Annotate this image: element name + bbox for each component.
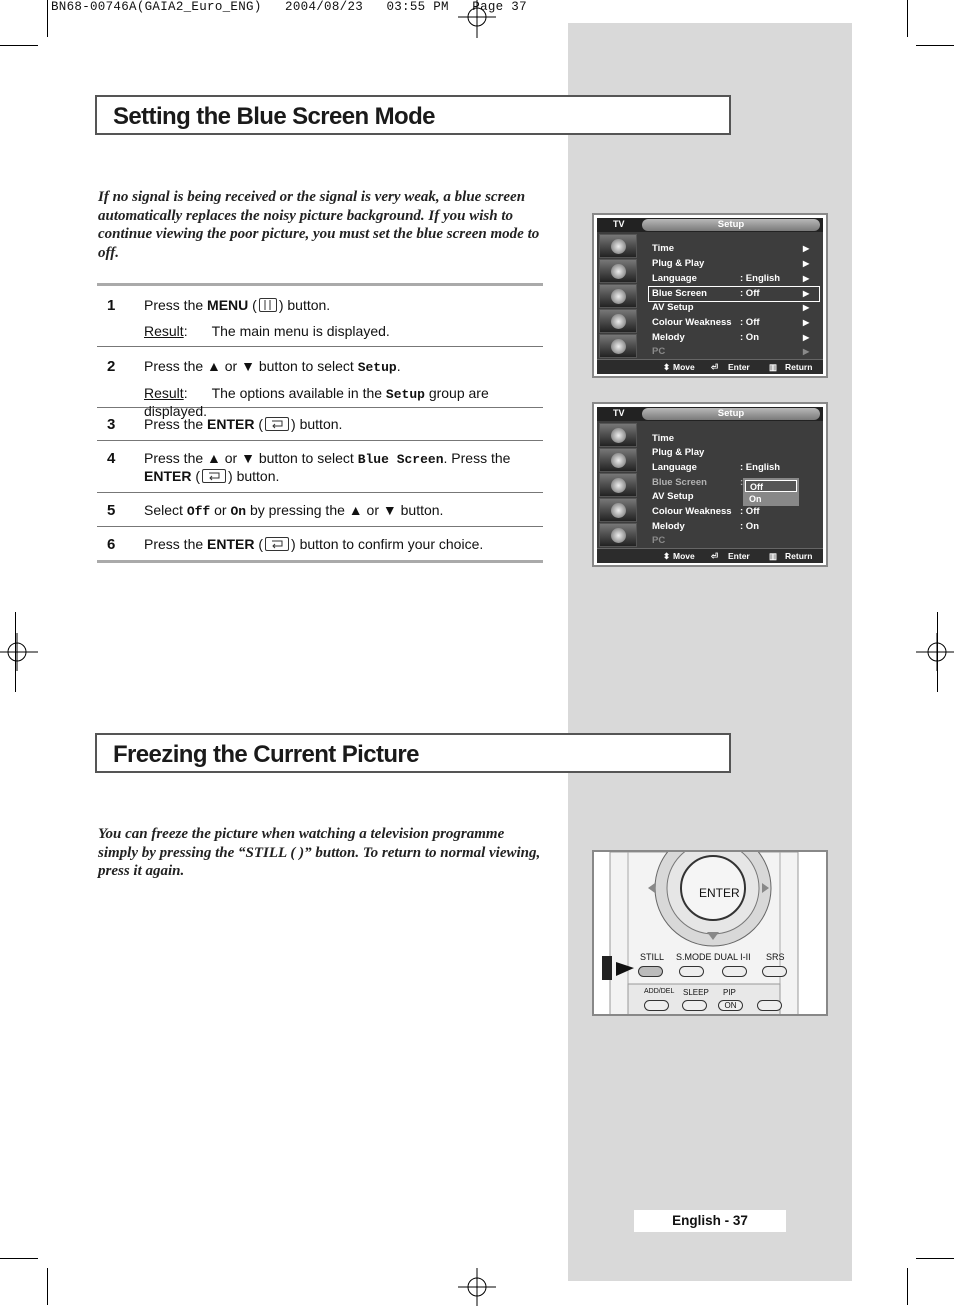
section-title-text: Freezing the Current Picture — [113, 741, 419, 768]
option-on: On — [749, 494, 762, 504]
enter-button-icon — [265, 417, 289, 431]
section-title-freeze — [95, 733, 731, 773]
remote-control-illustration — [592, 850, 828, 1016]
still-label: STILL — [640, 952, 665, 962]
s-mode-label: S.MODE — [676, 952, 712, 962]
step-result: Result: The main menu is displayed. — [144, 323, 390, 339]
enter-button-icon — [202, 469, 226, 483]
crop-mark — [907, 0, 908, 37]
s-mode-button[interactable] — [679, 966, 704, 977]
tv-menu-title: Setup — [717, 219, 745, 230]
menu-item-melody: Melody : On — [652, 521, 759, 532]
step-result: Result: The options available in the Setup group are displayed. — [144, 385, 489, 419]
registration-mark-icon — [0, 633, 38, 671]
page-number: English - 37 — [634, 1210, 786, 1232]
crop-mark — [937, 612, 938, 692]
picture-icon — [599, 234, 637, 258]
step-text: Press the MENU ( ) button. — [144, 297, 331, 313]
print-header: BN68-00746A(GAIA2_Euro_ENG) 2004/08/23 03:55 PM Page 37 — [51, 0, 527, 14]
option-off: Off — [745, 480, 797, 492]
input-icon — [599, 334, 637, 358]
step-text: Press the ▲ or ▼ button to select Blue Screen. Press the ENTER ( ) button. — [144, 450, 511, 484]
tv-label: TV — [613, 219, 625, 229]
still-2-button[interactable] — [757, 1000, 782, 1011]
remote-body-icon — [594, 852, 828, 1016]
step-text: Select Off or On by pressing the ▲ or ▼ button. — [144, 502, 444, 519]
tv-menu-icons — [599, 423, 639, 549]
enter-button-icon — [265, 537, 289, 551]
dual-label: DUAL I-II — [714, 952, 751, 962]
channel-icon — [599, 473, 637, 497]
sleep-button[interactable] — [682, 1000, 707, 1011]
srs-label: SRS — [766, 952, 785, 962]
sound-icon — [599, 259, 637, 283]
registration-mark-icon — [916, 633, 954, 671]
tv-menu-title: Setup — [717, 408, 745, 419]
step-number: 6 — [107, 536, 116, 553]
section-title-text: Setting the Blue Screen Mode — [113, 103, 435, 130]
step-6 — [97, 527, 543, 560]
crop-mark — [916, 1258, 954, 1259]
step-number: 1 — [107, 297, 116, 314]
menu-item-pc: PC — [652, 535, 666, 546]
enter-icon: ⏎ — [711, 551, 719, 561]
sleep-label: SLEEP — [683, 988, 709, 997]
menu-item-blue-screen: Blue Screen : Off ▶ — [649, 287, 819, 301]
still-button[interactable] — [638, 966, 663, 977]
crop-mark — [15, 612, 16, 692]
menu-item-time: Time — [652, 433, 675, 444]
input-icon — [599, 523, 637, 547]
move-icon: ⬍ — [663, 362, 671, 372]
step-text: Press the ENTER ( ) button. — [144, 416, 343, 432]
tv-menu-icons — [599, 234, 639, 360]
step-3 — [97, 408, 543, 441]
channel-icon — [599, 284, 637, 308]
crop-mark — [907, 1268, 908, 1305]
tv-menu-footer: ⬍ Move ⏎ Enter ▥ Return — [597, 359, 823, 374]
enter-icon: ⏎ — [711, 362, 719, 372]
tv-label: TV — [613, 408, 625, 418]
crop-mark — [47, 0, 48, 37]
add-del-button[interactable] — [644, 1000, 669, 1011]
setup-icon — [599, 498, 637, 522]
menu-item-colour-weakness: Colour Weakness : Off — [652, 506, 760, 517]
step-2 — [97, 347, 543, 419]
srs-button[interactable] — [762, 966, 787, 977]
tv-menu-screenshot-1 — [592, 213, 828, 378]
menu-item-plug-play: Plug & Play ▶ — [652, 258, 810, 269]
registration-mark-icon — [458, 1268, 496, 1306]
sound-icon — [599, 448, 637, 472]
menu-item-melody: Melody : On ▶ — [652, 332, 810, 343]
crop-mark — [916, 45, 954, 46]
menu-item-blue-screen: Blue Screen : — [652, 477, 744, 488]
menu-icon: ▥ — [769, 551, 778, 561]
menu-icon: ▥ — [769, 362, 778, 372]
step-1 — [97, 286, 543, 347]
section-title-blue-screen — [95, 95, 731, 135]
menu-button-icon — [259, 298, 277, 312]
pip-label: PIP — [723, 988, 736, 997]
menu-item-language: Language : English — [652, 462, 781, 473]
step-number: 4 — [107, 450, 116, 467]
enter-label: ENTER — [699, 886, 740, 900]
blue-screen-options-popup — [743, 478, 799, 506]
step-text: Press the ENTER ( ) button to confirm your choice. — [144, 536, 484, 552]
step-text: Press the ▲ or ▼ button to select Setup. — [144, 358, 401, 375]
step-5 — [97, 493, 543, 527]
menu-item-language: Language : English ▶ — [652, 273, 810, 284]
move-icon: ⬍ — [663, 551, 671, 561]
intro-freeze: You can freeze the picture when watching a television programme simply by pressing the “STILL ( )” button. To return to normal viewing, press it again. — [98, 826, 541, 879]
crop-mark — [0, 45, 38, 46]
picture-icon — [599, 423, 637, 447]
step-number: 3 — [107, 416, 116, 433]
registration-mark-icon — [458, 0, 496, 38]
crop-mark — [47, 1268, 48, 1305]
steps-list — [97, 283, 543, 563]
step-number: 5 — [107, 502, 116, 519]
menu-item-av-setup: AV Setup — [652, 491, 694, 502]
tv-menu-footer: ⬍ Move ⏎ Enter ▥ Return — [597, 548, 823, 563]
add-del-label: ADD/DEL — [644, 988, 675, 995]
menu-item-av-setup: AV Setup ▶ — [652, 302, 810, 313]
tv-menu-screenshot-2 — [592, 402, 828, 567]
step-number: 2 — [107, 358, 116, 375]
setup-icon — [599, 309, 637, 333]
crop-mark — [0, 1258, 38, 1259]
intro-blue-screen: If no signal is being received or the signal is very weak, a blue screen automatically replaces the noisy picture background. If you wish to continue viewing the poor picture, you must set the blue screen mode to off. — [98, 189, 540, 261]
pip-on-button[interactable]: ON — [718, 1000, 743, 1011]
step-4 — [97, 441, 543, 493]
menu-item-time: Time ▶ — [652, 243, 810, 254]
menu-item-colour-weakness: Colour Weakness : Off ▶ — [652, 317, 810, 328]
dual-button[interactable] — [722, 966, 747, 977]
sidebar-panel — [568, 23, 852, 1281]
menu-item-plug-play: Plug & Play — [652, 447, 705, 458]
menu-item-pc: PC ▶ — [652, 346, 810, 357]
